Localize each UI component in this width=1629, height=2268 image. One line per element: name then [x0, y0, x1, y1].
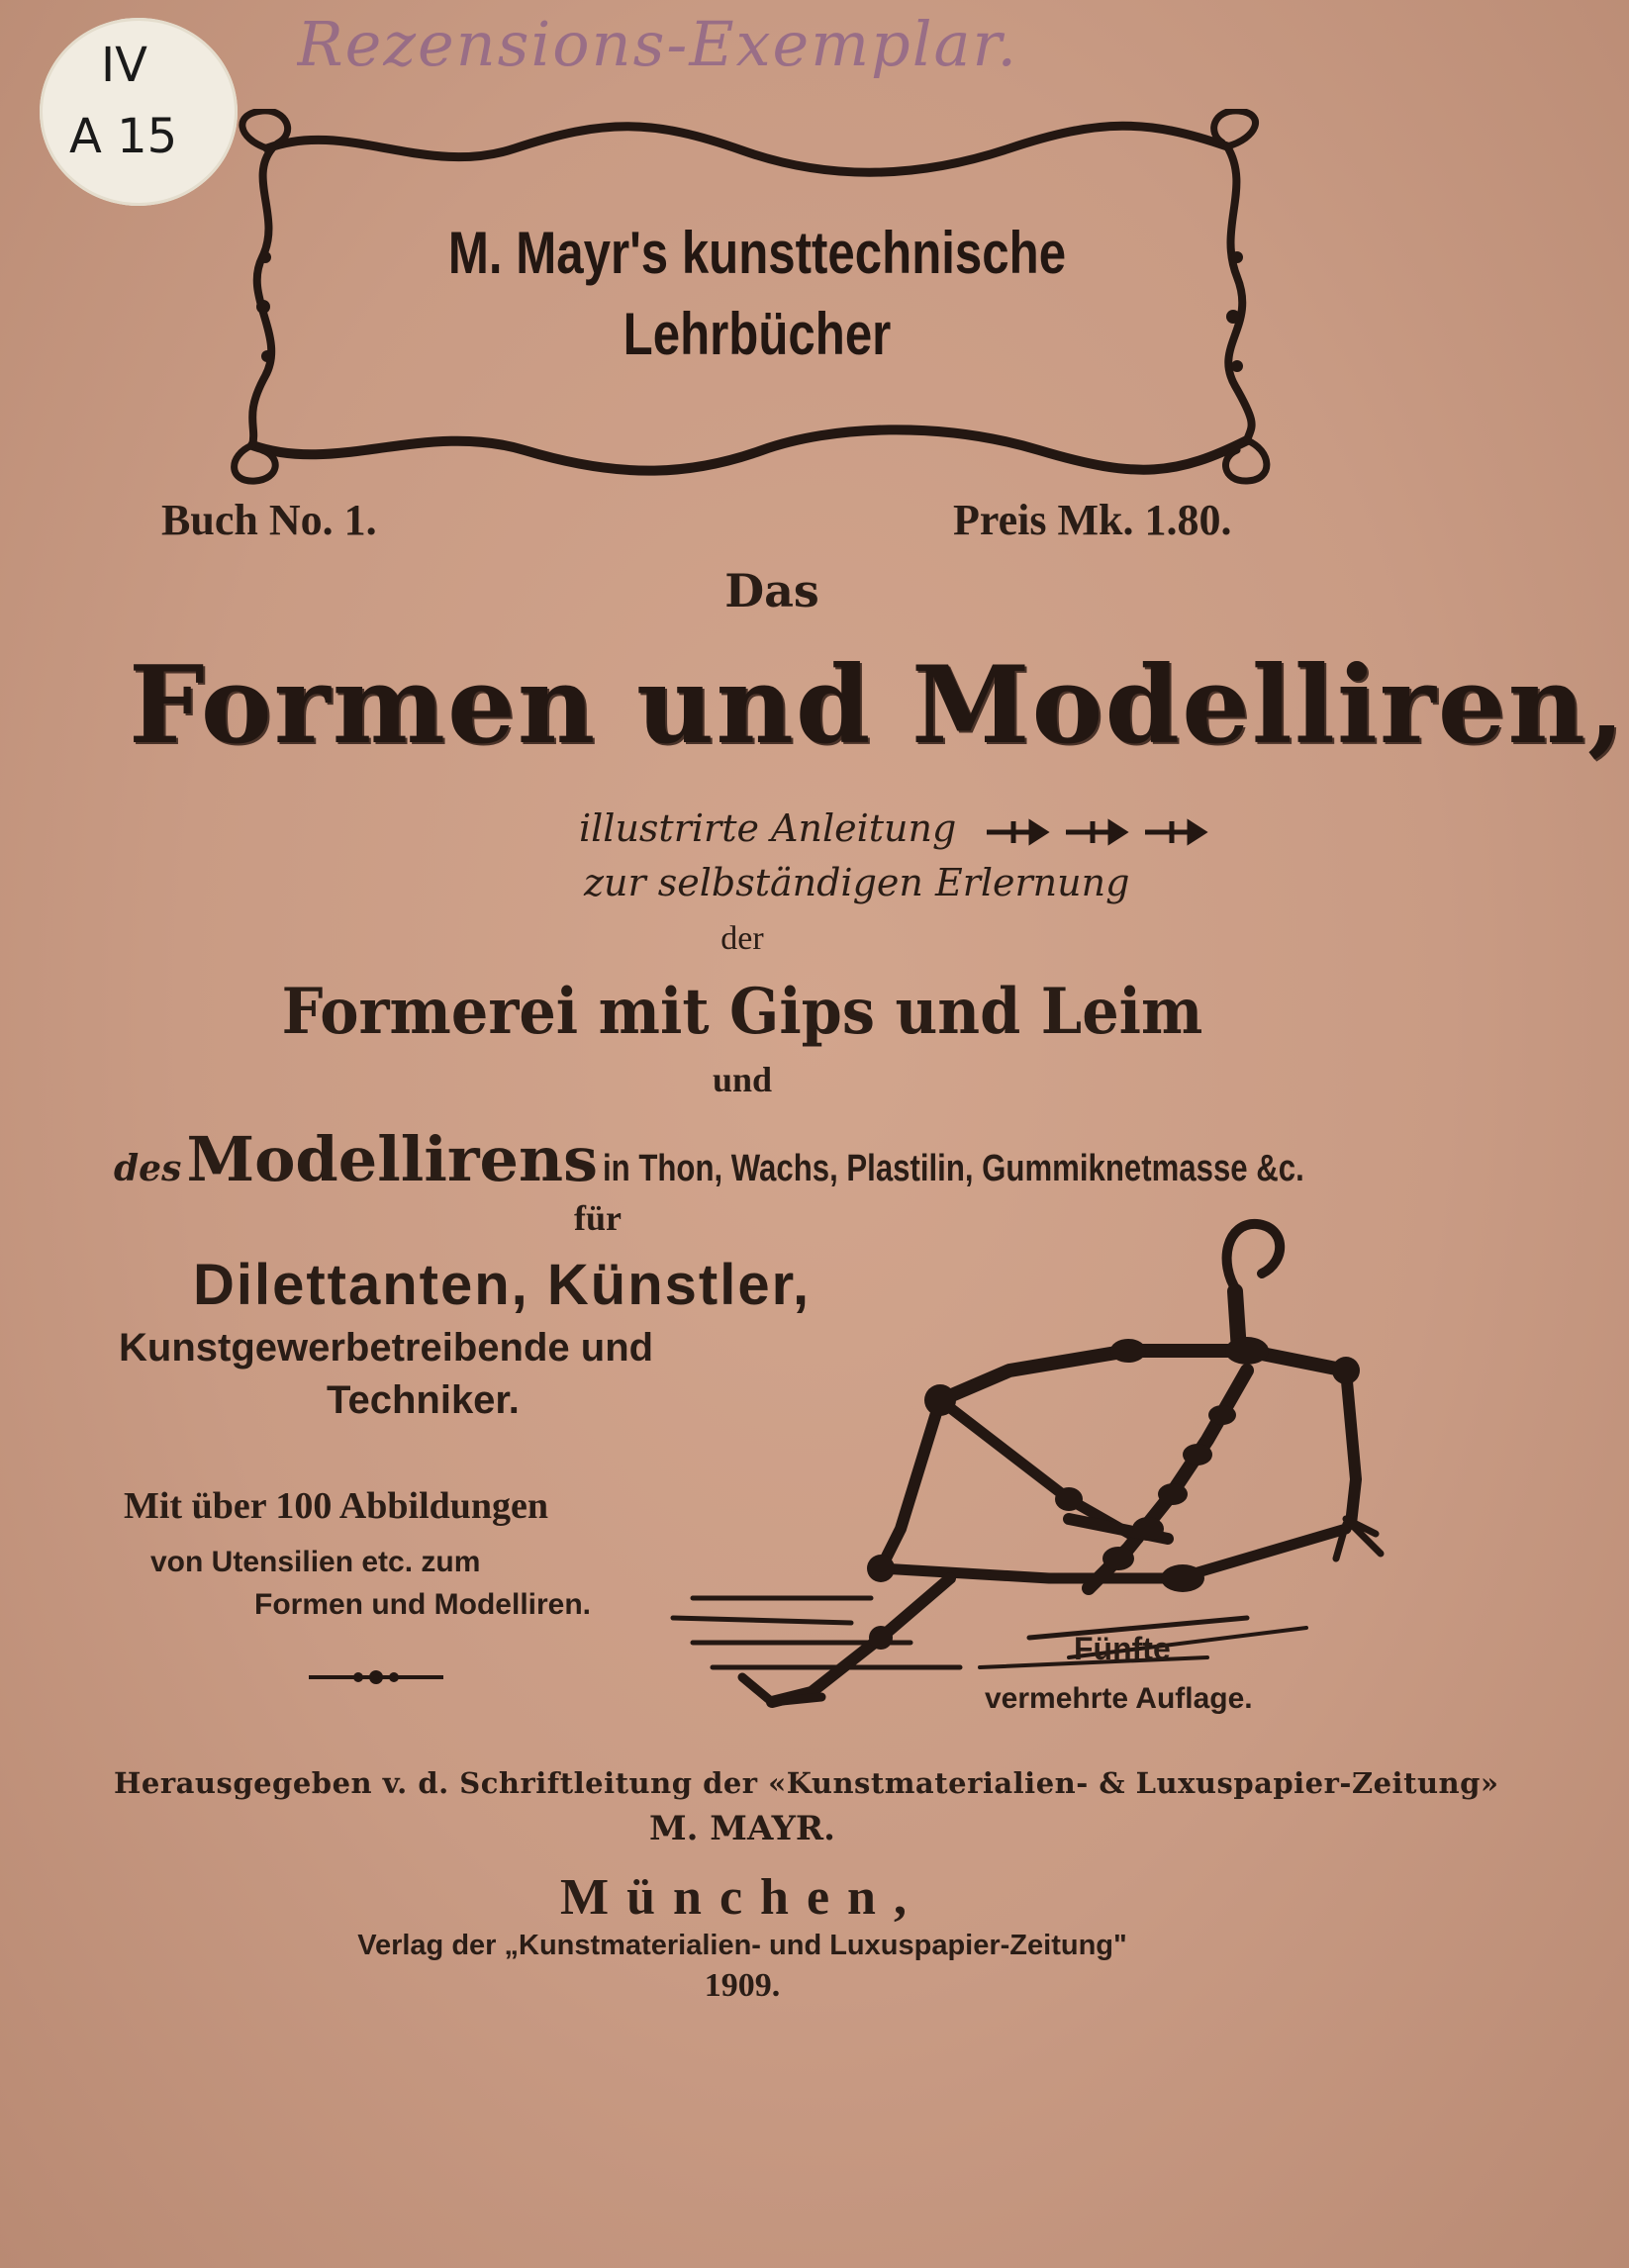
editor-line: Herausgegeben v. d. Schriftleitung der «Kunstmaterialien- & Luxuspapier-Zeitung» [114, 1766, 1499, 1800]
sticker-line-1: IV [101, 38, 147, 93]
word-des: des [114, 1148, 182, 1189]
main-title: Formen und Modelliren, [129, 643, 1627, 768]
series-title-line-1: M. Mayr's kunsttechnische [447, 220, 1067, 286]
audience-line-2: Kunstgewerbetreibende und [119, 1326, 654, 1370]
series-title [404, 213, 1109, 375]
edition-line-2: vermehrte Auflage. [985, 1682, 1253, 1715]
review-copy-stamp: Rezensions-Exemplar. [297, 8, 1019, 80]
book-number: Buch No. 1. [161, 496, 377, 544]
illustrations-line-2: von Utensilien etc. zum [150, 1546, 481, 1578]
editor-name: M. MAYR. [649, 1809, 835, 1848]
illustrations-line-1: Mit über 100 Abbildungen [124, 1485, 549, 1527]
book-price: Preis Mk. 1.80. [953, 496, 1232, 544]
library-sticker [40, 18, 238, 206]
word-der: der [720, 920, 764, 957]
sticker-line-2: A 15 [69, 109, 178, 164]
publication-year: 1909. [704, 1967, 781, 2004]
audience-line-1: Dilettanten, Künstler, [193, 1253, 812, 1317]
formerei-heading: Formerei mit Gips und Leim [281, 975, 1203, 1049]
illustrations-line-3: Formen und Modelliren. [254, 1588, 592, 1621]
publisher-line: Verlag der „Kunstmaterialien- und Luxuspapier-Zeitung" [357, 1930, 1127, 1961]
subtitle-line-1 [579, 806, 1209, 850]
subtitle-line-1-text: illustrirte Anleitung [579, 806, 957, 850]
edition-line-1: Fünfte [1074, 1631, 1171, 1666]
series-title-line-2: Lehrbücher [623, 301, 892, 367]
audience-line-3: Techniker. [327, 1378, 520, 1422]
materials-list: in Thon, Wachs, Plastilin, Gummiknetmasse &c. [603, 1148, 1304, 1189]
word-modellirens: Modellirens [186, 1123, 598, 1195]
arrow-ornament-icon [982, 817, 1209, 847]
title-article: Das [724, 564, 819, 617]
publication-city: München, [560, 1869, 924, 1926]
small-ornament-icon [307, 1667, 445, 1687]
modelling-armature-illustration [653, 1202, 1386, 1737]
word-fuer: für [574, 1198, 622, 1238]
modelling-line [114, 1123, 1458, 1195]
word-und: und [712, 1060, 773, 1099]
subtitle-line-2: zur selbständigen Erlernung [584, 861, 1130, 904]
